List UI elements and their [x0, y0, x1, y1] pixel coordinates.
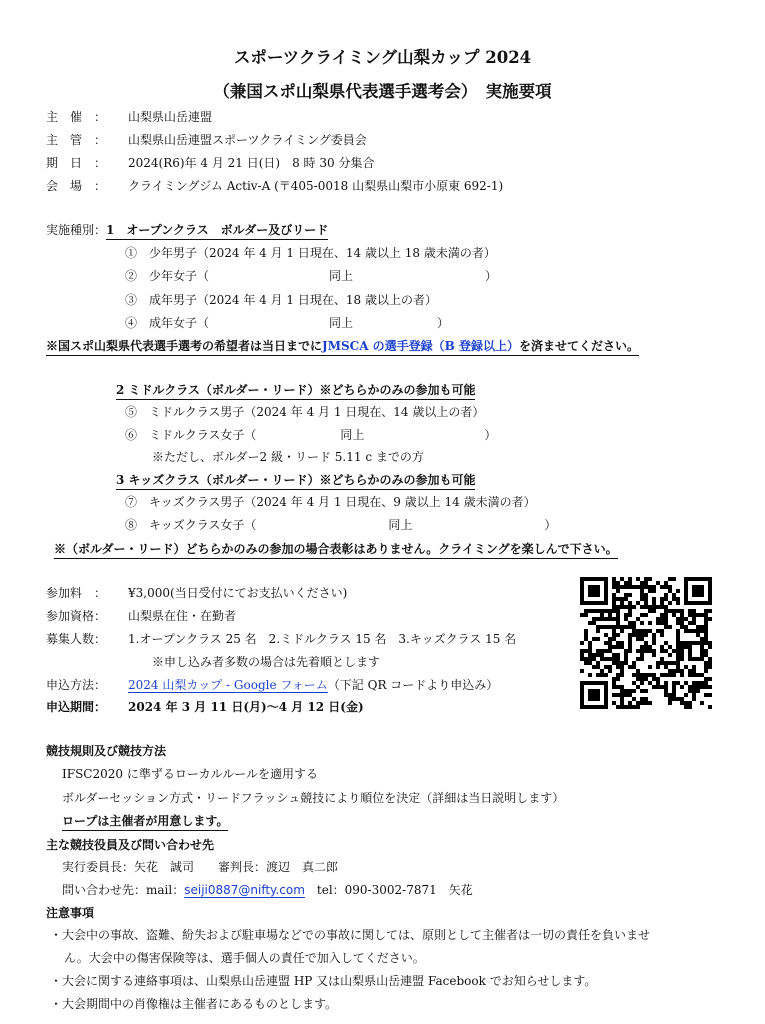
category-item: ⑤ ミドルクラス男子（2024 年 4 月 1 日現在、14 歳以上の者）: [125, 405, 485, 419]
date-row: [46, 154, 374, 172]
qr-code-icon[interactable]: [580, 577, 712, 709]
category-item: ① 少年男子（2024 年 4 月 1 日現在、14 歳以上 18 歳未満の者）: [125, 246, 496, 260]
google-form-link[interactable]: 2024 山梨カップ - Google フォーム: [128, 678, 328, 692]
date-value: 2024(R6)年 4 月 21 日(日) 8 時 30 分集合: [128, 156, 375, 170]
period-label: 申込期間：: [46, 700, 107, 714]
venue-row: [46, 177, 503, 195]
manager-value: 山梨県山岳連盟スポーツクライミング委員会: [128, 133, 367, 147]
jmsca-registration-link[interactable]: JMSCA の選手登録（B 登録以上）: [322, 339, 520, 353]
jmsca-note-prefix: ※国スポ山梨県代表選手選考の希望者は当日までに: [46, 339, 323, 353]
fee-label: 参加料 ：: [46, 586, 107, 600]
organizer-row: [46, 108, 212, 126]
capacity-row: [46, 630, 516, 648]
category-item: ⑦ キッズクラス男子（2024 年 4 月 1 日現在、9 歳以上 14 歳未満の者）: [125, 495, 536, 509]
fee-row: [46, 584, 347, 602]
capacity-value: 1.オープンクラス 25 名 2.ミドルクラス 15 名 3.キッズクラス 15 名: [128, 632, 517, 646]
rope-note: ロープは主催者が用意します。: [62, 812, 228, 830]
period-row: [46, 698, 364, 716]
contact-suffix: tel：090-3002-7871 矢花: [304, 883, 473, 897]
period-value: 2024 年 3 月 11 日(月)～4 月 12 日(金): [128, 700, 364, 714]
page-subtitle: （兼国スポ山梨県代表選手選考会） 実施要項: [213, 82, 552, 101]
qualification-label: 参加資格：: [46, 609, 107, 623]
notes-line: ・大会に関する連絡事項は、山梨県山岳連盟 HP 又は山梨県山岳連盟 Facebook でお知らせします。: [50, 974, 597, 988]
capacity-label: 募集人数：: [46, 632, 107, 646]
middle-class-heading: 2 ミドルクラス（ボルダー・リード）※どちらかのみの参加も可能: [116, 381, 475, 399]
jmsca-note: [46, 337, 639, 355]
award-note: ※（ボルダー・リード）どちらかのみの参加の場合表彰はありません。クライミングを楽しんで下さい。: [54, 540, 618, 558]
open-class-heading: 1 オープンクラス ボルダー及びリード: [106, 223, 328, 240]
fee-value: ¥3,000(当日受付にてお支払いください): [128, 586, 348, 600]
notes-line: ん。大会中の傷害保険等は、選手個人の責任で加入してください。: [64, 951, 425, 965]
rules-line: ボルダーセッション方式・リードフラッシュ競技により順位を決定（詳細は当日説明します）: [62, 791, 565, 805]
category-item: ⑥ ミドルクラス女子（ 同上 ）: [125, 428, 497, 442]
category-item: ② 少年女子（ 同上 ）: [125, 269, 498, 283]
jmsca-note-suffix: を済ませてください。: [519, 339, 640, 353]
organizer-label: 主 催 ：: [46, 110, 107, 124]
kids-class-heading: 3 キッズクラス（ボルダー・リード）※どちらかのみの参加も可能: [116, 471, 475, 489]
rules-line: IFSC2020 に準ずるローカルルールを適用する: [62, 767, 319, 781]
qualification-row: [46, 607, 236, 625]
officials-line: 実行委員長：矢花 誠司 審判長：渡辺 真二郎: [62, 860, 339, 874]
email-link[interactable]: seiji0887@nifty.com: [184, 883, 305, 897]
qualification-value: 山梨県在住・在勤者: [128, 609, 237, 623]
manager-row: [46, 131, 367, 149]
category-item: ④ 成年女子（ 同上 ）: [125, 316, 450, 330]
organizer-value: 山梨県山岳連盟: [128, 110, 213, 124]
venue-value: クライミングジム Activ-A (〒405-0018 山梨県山梨市小原東 692-1): [128, 179, 504, 193]
date-label: 期 日 ：: [46, 156, 107, 170]
categories-label: 実施種別：: [46, 223, 107, 237]
officials-heading: 主な競技役員及び問い合わせ先: [46, 838, 215, 852]
venue-label: 会 場 ：: [46, 179, 107, 193]
manager-label: 主 管 ：: [46, 133, 107, 147]
method-row: [46, 676, 498, 694]
notes-heading: 注意事項: [46, 906, 95, 920]
notes-line: ・大会期間中の肖像権は主催者にあるものとします。: [50, 997, 338, 1011]
notes-line: ・大会中の事故、盗難、紛失および駐車場などでの事故に関しては、原則として主催者は一切の責任を負いませ: [50, 928, 651, 942]
capacity-note: ※申し込み者多数の場合は先着順とします: [152, 655, 381, 669]
method-suffix: （下記 QR コードより申込み）: [327, 678, 499, 692]
method-label: 申込方法：: [46, 678, 107, 692]
categories-row: [46, 221, 328, 239]
middle-class-note: ※ただし、ボルダー2 級・リード 5.11 c までの方: [152, 450, 424, 464]
contact-prefix: 問い合わせ先：mail：: [62, 883, 185, 897]
page-title: スポーツクライミング山梨カップ 2024: [233, 48, 532, 67]
category-item: ⑧ キッズクラス女子（ 同上 ）: [125, 518, 557, 532]
rules-heading: 競技規則及び競技方法: [46, 744, 167, 758]
contact-row: [62, 881, 473, 899]
category-item: ③ 成年男子（2024 年 4 月 1 日現在、18 歳以上の者）: [125, 293, 437, 307]
